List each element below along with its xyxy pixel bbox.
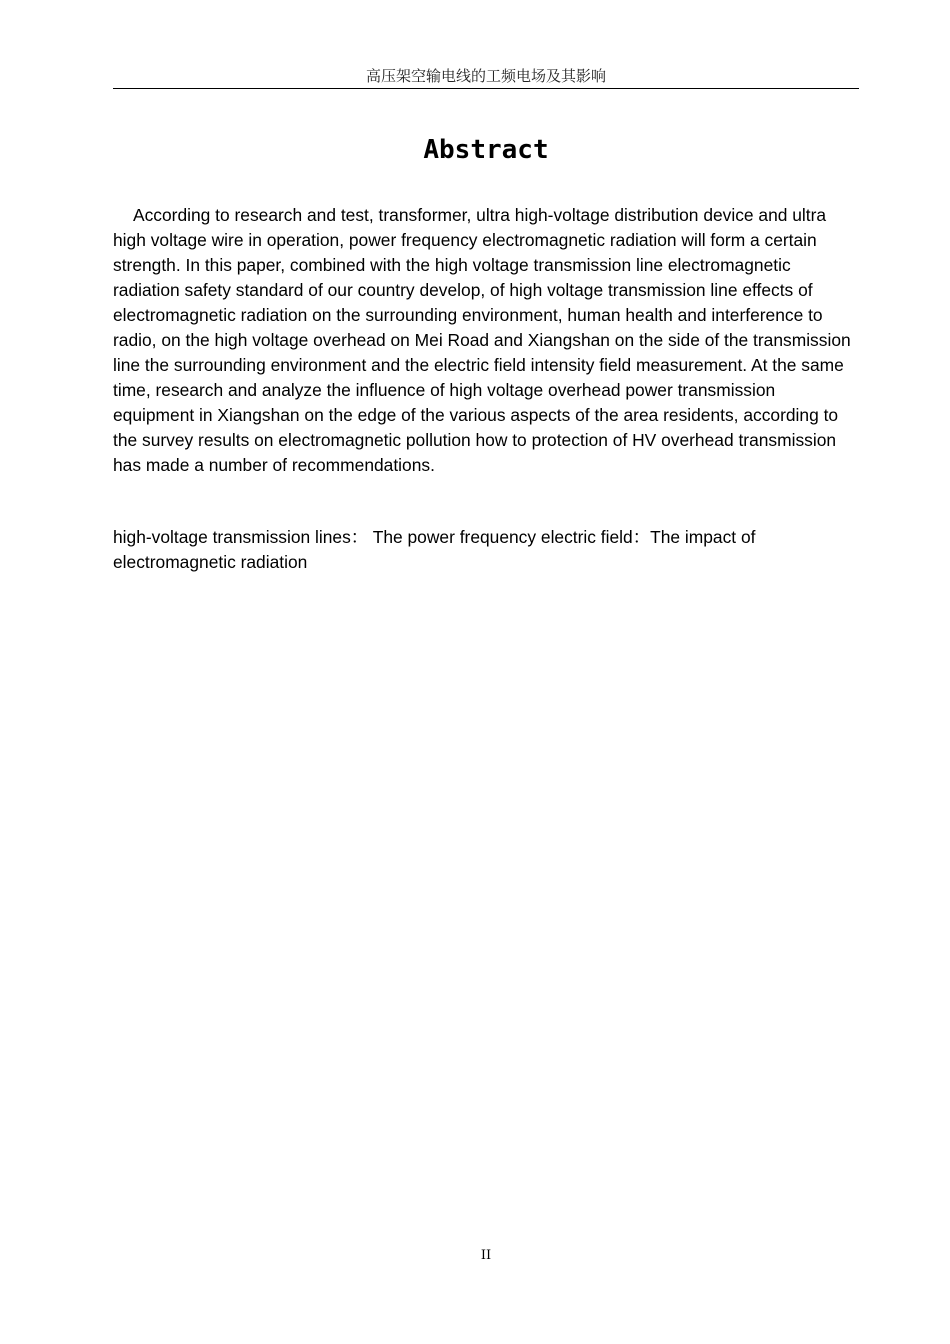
- keywords: high-voltage transmission lines： The power frequency electric field：The impact of electromagnetic radiation: [113, 527, 756, 572]
- page-number: II: [480, 1248, 492, 1263]
- abstract-title: Abstract: [423, 135, 549, 165]
- running-header: 高压架空输电线的工频电场及其影响: [113, 64, 859, 89]
- abstract-body: According to research and test, transformer, ultra high-voltage distribution device and ultra high voltage wire in operation, power frequency electromagnetic radiation will form a certain strength. In this paper, combined with the high voltage transmission line electromagnetic radiation safety standard of our country develop, of high voltage transmission line effects of electromagnetic radiation on the surrounding environment, human health and interference to radio, on the high voltage overhead on Mei Road and Xiangshan on the side of the transmission line the surrounding environment and the electric field intensity field measurement. At the same time, research and analyze the influence of high voltage overhead power transmission equipment in Xiangshan on the edge of the various aspects of the area residents, according to the survey results on electromagnetic pollution how to protection of HV overhead transmission has made a number of recommendations.: [113, 205, 851, 475]
